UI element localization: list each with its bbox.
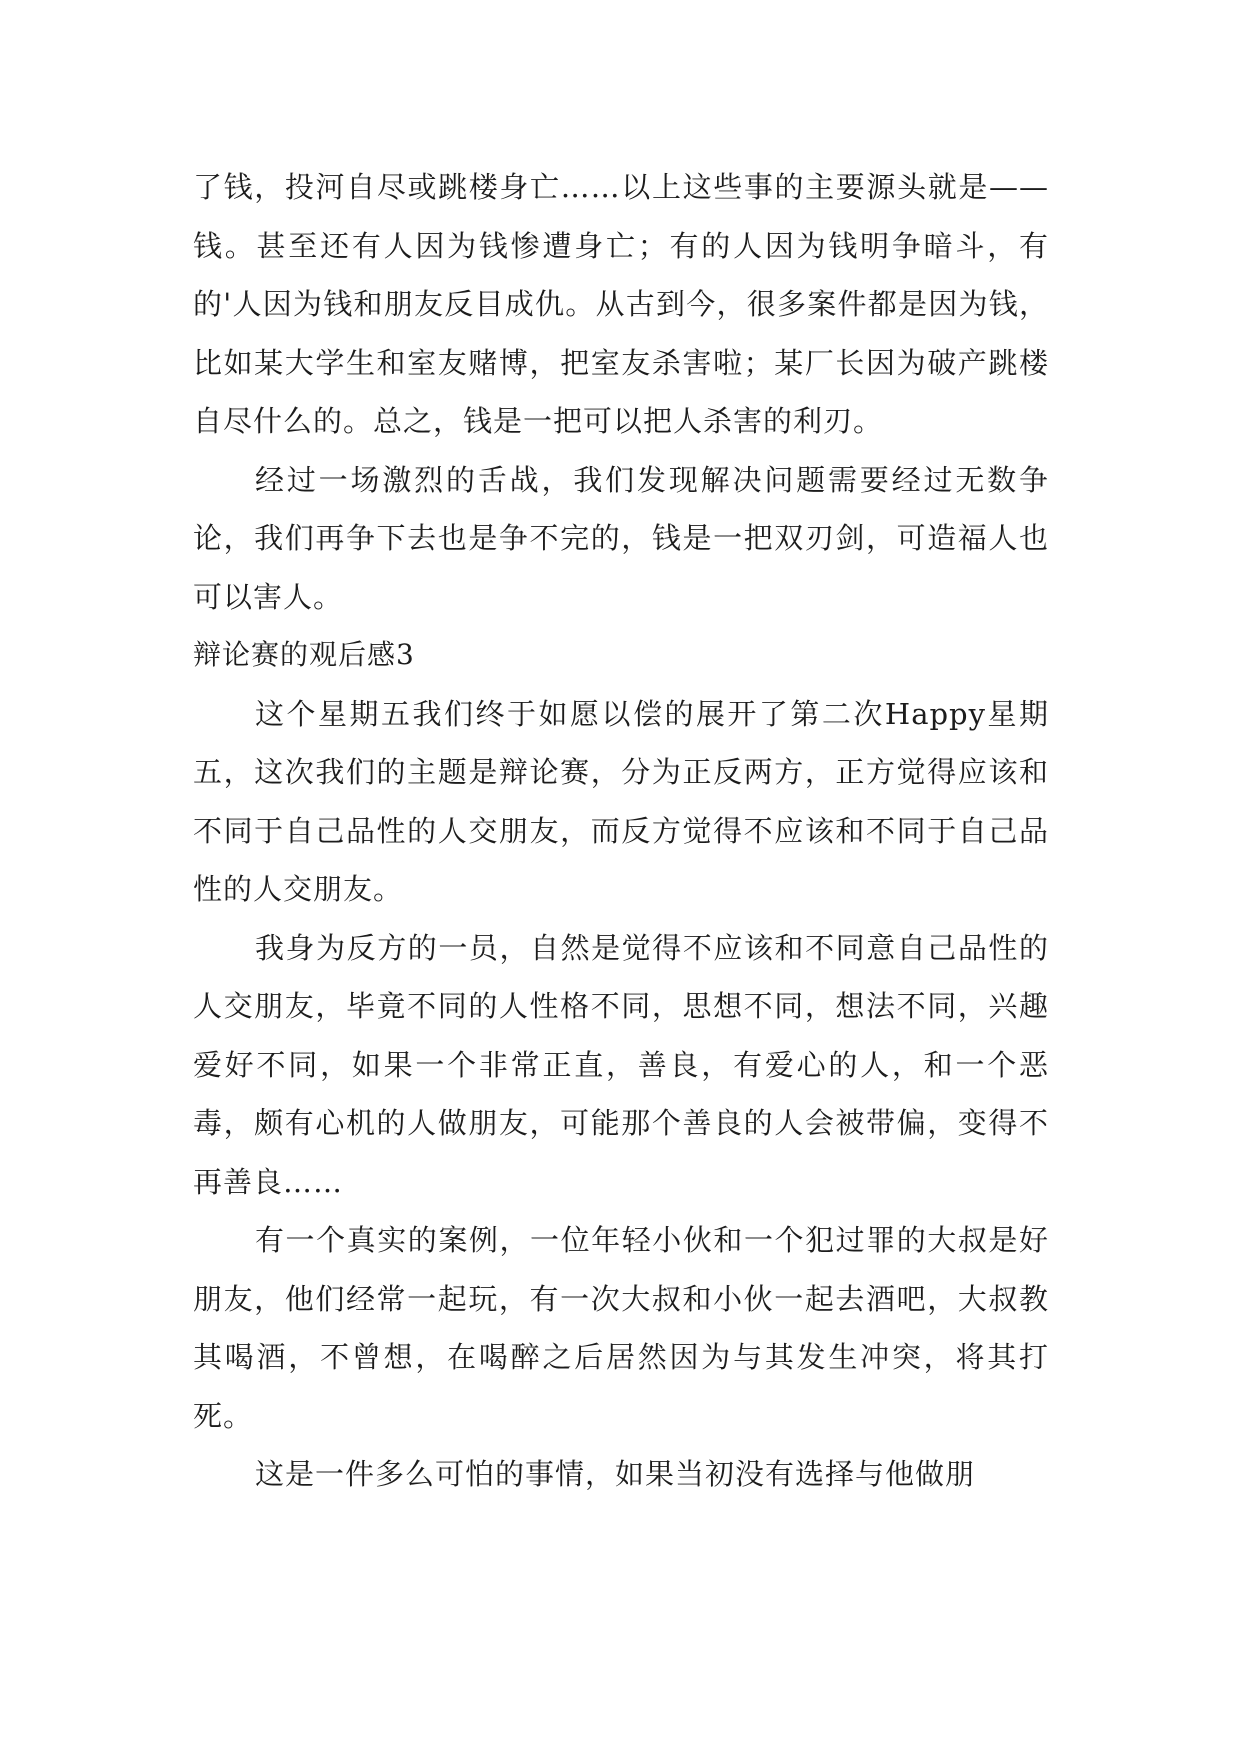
paragraph-reflection: 这是一件多么可怕的事情，如果当初没有选择与他做朋 — [255, 1457, 976, 1491]
paragraph-debate-intro: 这个星期五我们终于如愿以偿的展开了第二次Happy星期五，这次我们的主题是辩论赛，分为正反两方，正方觉得应该和不同于自己品性的人交朋友，而反方觉得不应该和不同于自己品性的人交朋友。 — [193, 696, 1049, 906]
paragraph-opposing-view: 我身为反方的一员，自然是觉得不应该和不同意自己品性的人交朋友，毕竟不同的人性格不同，思想不同，想法不同，兴趣爱好不同，如果一个非常正直，善良，有爱心的人，和一个恶毒，颇有心机的人做朋友，可能那个善良的人会被带偏，变得不再善良…… — [193, 930, 1049, 1199]
document-page — [193, 158, 1049, 1504]
paragraph-debate-conclusion: 经过一场激烈的舌战，我们发现解决问题需要经过无数争论，我们再争下去也是争不完的，钱是一把双刃剑，可造福人也可以害人。 — [193, 462, 1049, 614]
paragraph-money-consequences: 了钱，投河自尽或跳楼身亡……以上这些事的主要源头就是——钱。甚至还有人因为钱惨遭身亡；有的人因为钱明争暗斗，有的'人因为钱和朋友反目成仇。从古到今，很多案件都是因为钱，比如某大学生和室友赌博，把室友杀害啦；某厂长因为破产跳楼自尽什么的。总之，钱是一把可以把人杀害的利刃。 — [193, 170, 1049, 438]
section-heading: 辩论赛的观后感3 — [193, 638, 415, 671]
paragraph-real-case: 有一个真实的案例，一位年轻小伙和一个犯过罪的大叔是好朋友，他们经常一起玩，有一次大叔和小伙一起去酒吧，大叔教其喝酒，不曾想，在喝醉之后居然因为与其发生冲突，将其打死。 — [193, 1223, 1049, 1433]
